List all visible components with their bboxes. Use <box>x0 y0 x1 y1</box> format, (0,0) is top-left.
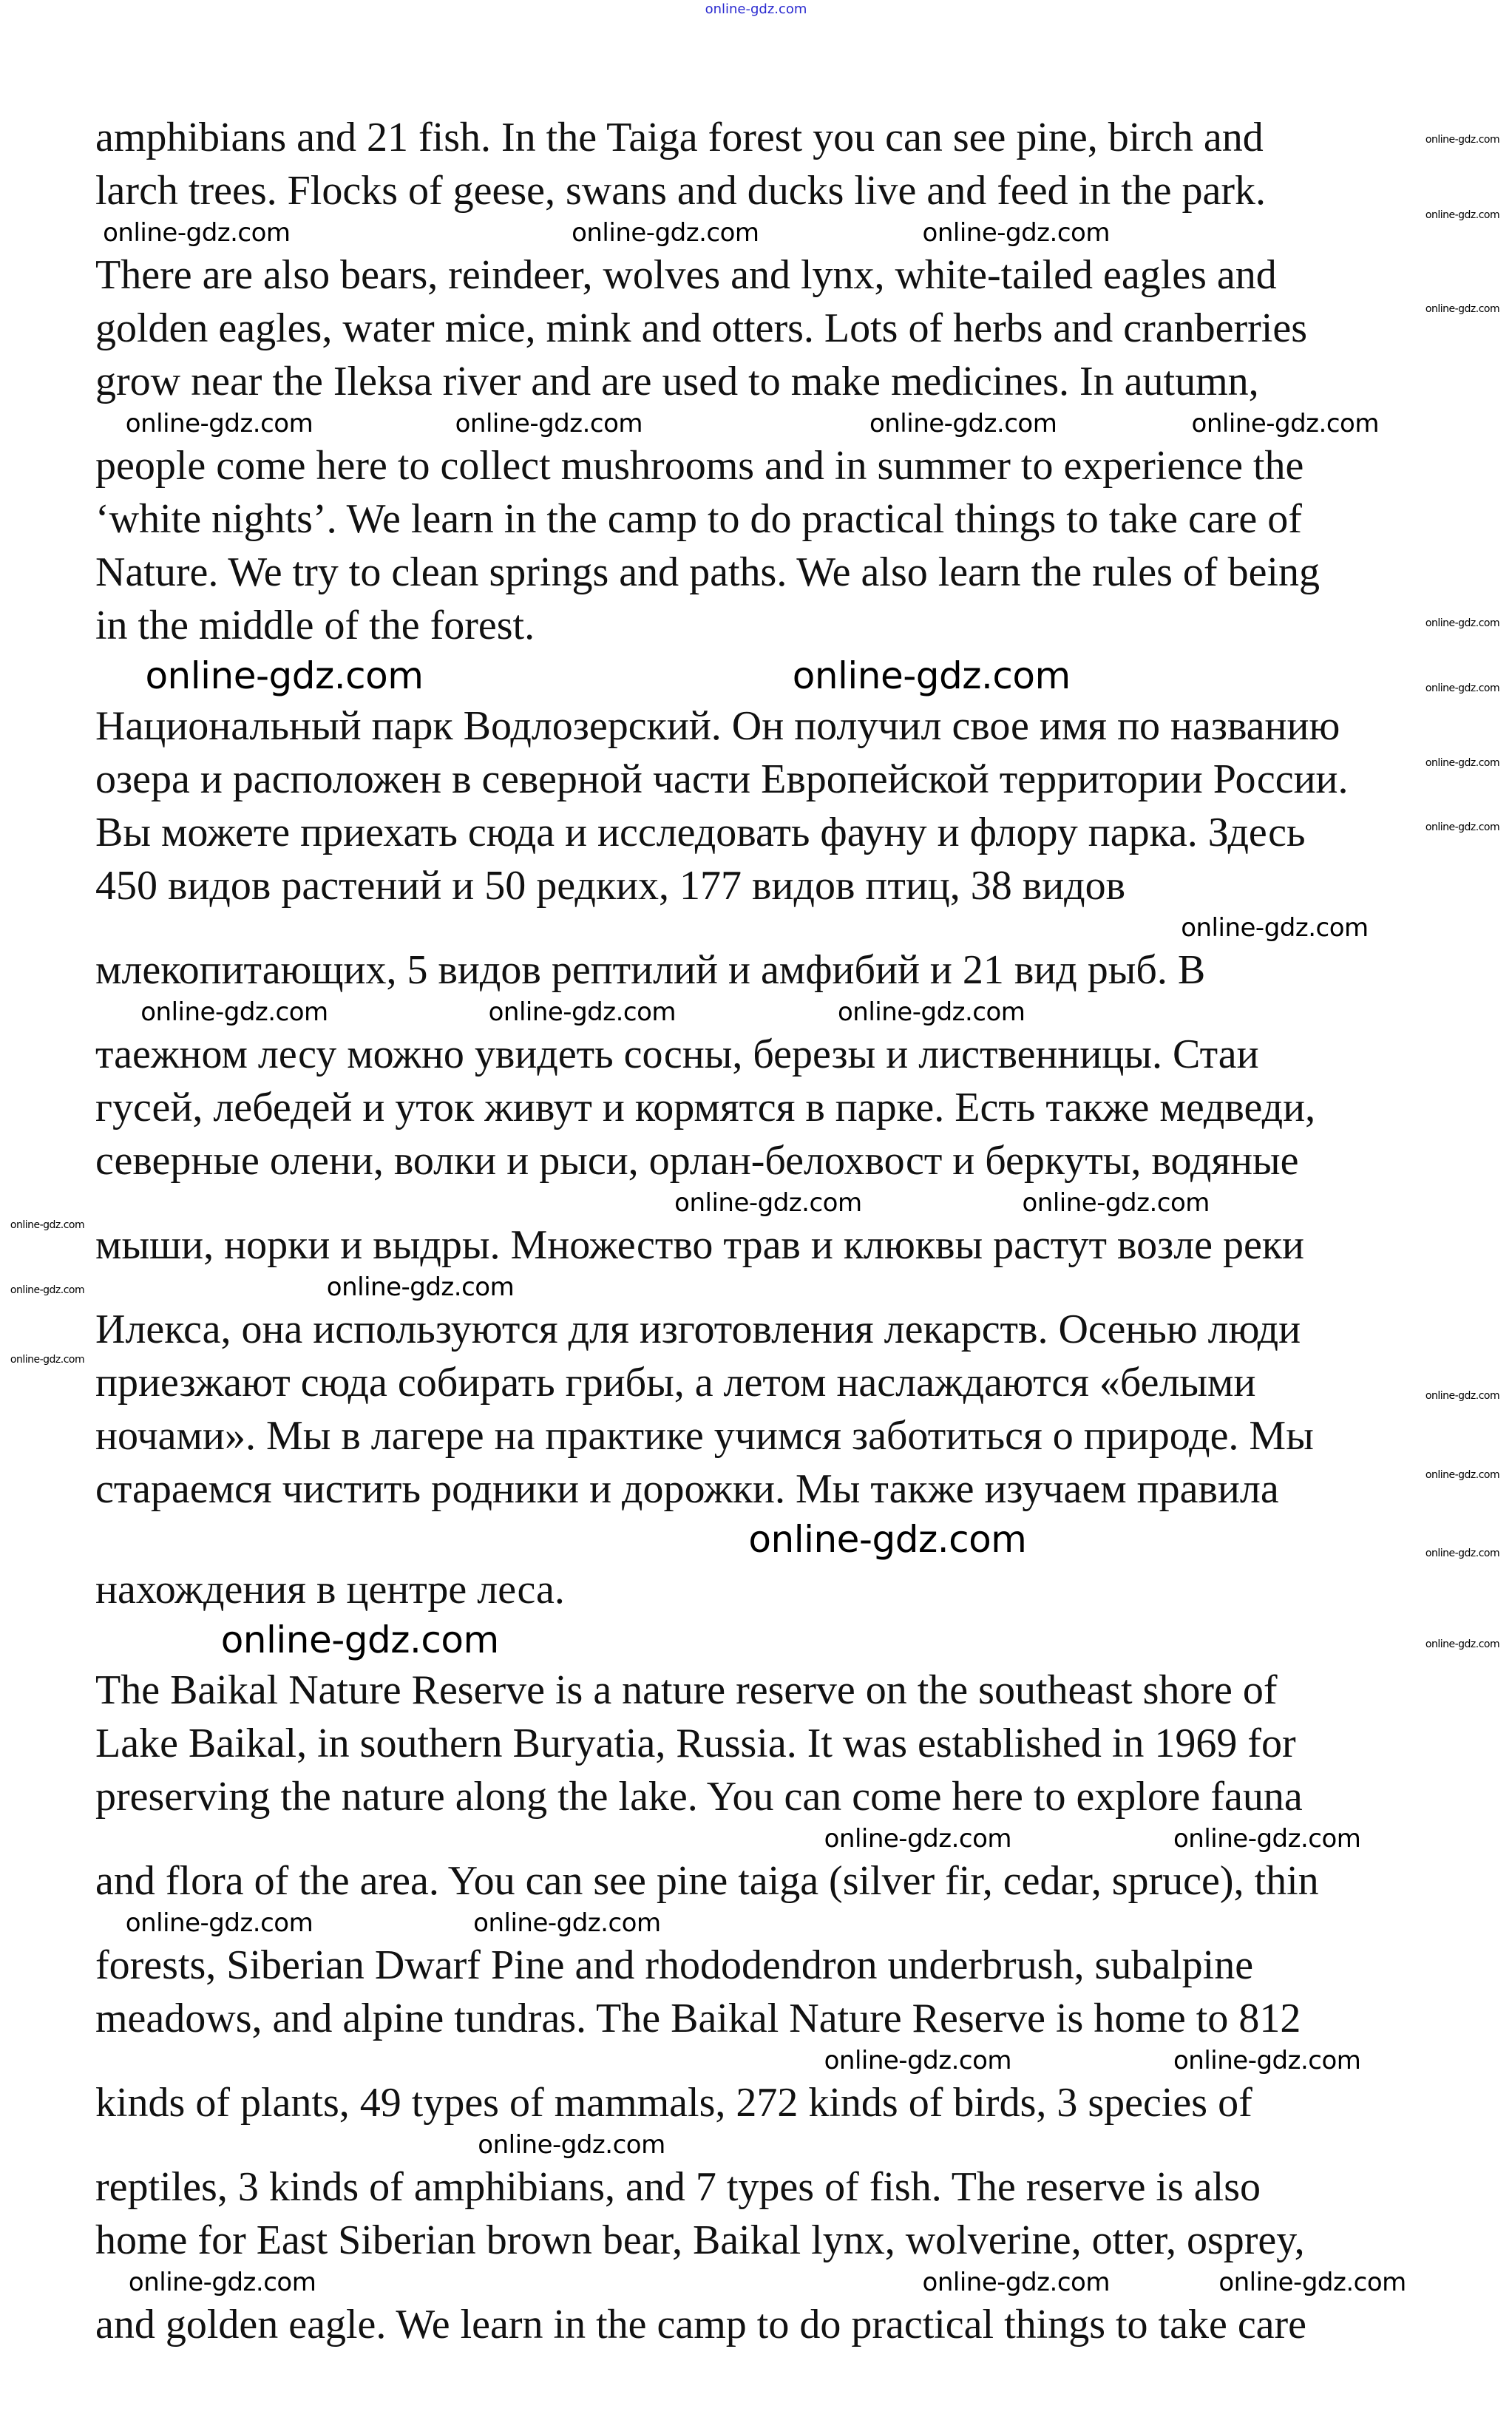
paragraph-vodlozersky-russian-line <box>0 1563 1512 1616</box>
watermark: online-gdz.com <box>1425 133 1500 146</box>
paragraph-vodlozersky-russian-line <box>0 753 1512 806</box>
watermark: online-gdz.com <box>1425 303 1500 315</box>
watermark: online-gdz.com <box>674 1188 862 1218</box>
watermark-band <box>0 2045 1512 2076</box>
watermark: online-gdz.com <box>869 409 1057 438</box>
text-line: kinds of plants, 49 types of mammals, 272 kinds of birds, 3 species of <box>95 2080 1252 2126</box>
watermark-band <box>0 408 1512 439</box>
text-line: golden eagles, water mice, mink and otters. Lots of herbs and cranberries <box>95 305 1307 351</box>
watermark: online-gdz.com <box>922 2268 1110 2297</box>
paragraph-taiga-english-line <box>0 599 1512 652</box>
watermark-band <box>0 997 1512 1028</box>
watermark: online-gdz.com <box>10 1219 85 1232</box>
text-line: preserving the nature along the lake. You can come here to explore fauna <box>95 1774 1303 1820</box>
text-line: and golden eagle. We learn in the camp to do practical things to take care <box>95 2302 1307 2347</box>
watermark: online-gdz.com <box>455 409 643 438</box>
text-line: larch trees. Flocks of geese, swans and ducks live and feed in the park. <box>95 168 1267 214</box>
text-line: северные олени, волки и рыси, орлан-белохвост и беркуты, водяные <box>95 1138 1299 1184</box>
text-line: Национальный парк Водлозерский. Он получил свое имя по названию <box>95 703 1340 749</box>
watermark: online-gdz.com <box>478 2130 665 2160</box>
watermark: online-gdz.com <box>1218 2268 1406 2297</box>
watermark: online-gdz.com <box>473 1908 661 1938</box>
paragraph-taiga-english-line <box>0 355 1512 408</box>
watermark-band <box>0 912 1512 943</box>
watermark: online-gdz.com <box>1181 913 1369 943</box>
paragraph-vodlozersky-russian-line <box>0 1081 1512 1134</box>
watermark: online-gdz.com <box>824 2046 1012 2075</box>
watermark: online-gdz.com <box>125 1908 313 1938</box>
paragraph-baikal-english-line <box>0 1854 1512 1908</box>
text-line: The Baikal Nature Reserve is a nature reserve on the southeast shore of <box>95 1667 1278 1713</box>
text-line: Nature. We try to clean springs and paths. We also learn the rules of being <box>95 549 1320 595</box>
text-line: and flora of the area. You can see pine taiga (silver fir, cedar, spruce), thin <box>95 1858 1319 1904</box>
watermark: online-gdz.com <box>1425 821 1500 834</box>
text-line: amphibians and 21 fish. In the Taiga forest you can see pine, birch and <box>95 115 1264 160</box>
paragraph-vodlozersky-russian-line <box>0 1134 1512 1187</box>
watermark-band <box>0 1908 1512 1939</box>
watermark: online-gdz.com <box>103 218 291 248</box>
paragraph-baikal-english-line <box>0 1717 1512 1770</box>
paragraph-taiga-english-line <box>0 302 1512 355</box>
text-line: мыши, норки и выдры. Множество трав и клюквы растут возле реки <box>95 1222 1305 1268</box>
watermark-band <box>0 652 1512 699</box>
watermark-band <box>0 1616 1512 1664</box>
paragraph-baikal-english-line <box>0 2076 1512 2129</box>
paragraph-baikal-english-line <box>0 2298 1512 2351</box>
watermark-band <box>0 2267 1512 2298</box>
paragraph-vodlozersky-russian-line <box>0 806 1512 859</box>
watermark: online-gdz.com <box>1425 617 1500 630</box>
text-line: нахождения в центре леса. <box>95 1567 565 1613</box>
watermark: online-gdz.com <box>1425 209 1500 222</box>
watermark: online-gdz.com <box>792 654 1071 697</box>
text-line: стараемся чистить родники и дорожки. Мы также изучаем правила <box>95 1466 1279 1512</box>
watermark: online-gdz.com <box>145 654 424 697</box>
text-line: ночами». Мы в лагере на практике учимся заботиться о природе. Мы <box>95 1413 1314 1459</box>
watermark: online-gdz.com <box>1425 1548 1500 1560</box>
watermark: online-gdz.com <box>748 1518 1027 1561</box>
text-line: озера и расположен в северной части Европейской территории России. <box>95 756 1349 802</box>
paragraph-taiga-english-line <box>0 546 1512 599</box>
watermark-band <box>0 1272 1512 1303</box>
paragraph-baikal-english-line <box>0 1664 1512 1717</box>
paragraph-vodlozersky-russian-line <box>0 1356 1512 1409</box>
paragraph-taiga-english-line <box>0 492 1512 546</box>
watermark-band <box>0 2129 1512 2160</box>
watermark: online-gdz.com <box>1173 1824 1361 1854</box>
paragraph-baikal-english-line <box>0 2214 1512 2267</box>
watermark: online-gdz.com <box>125 409 313 438</box>
text-line: млекопитающих, 5 видов рептилий и амфибий и 21 вид рыб. В <box>95 947 1206 993</box>
watermark-band <box>0 217 1512 248</box>
watermark-band <box>0 1187 1512 1218</box>
paragraph-taiga-english-line <box>0 439 1512 492</box>
watermark: online-gdz.com <box>488 997 677 1027</box>
watermark: online-gdz.com <box>572 218 759 248</box>
paragraph-baikal-english-line <box>0 2160 1512 2214</box>
paragraph-baikal-english-line <box>0 1939 1512 1992</box>
text-line: гусей, лебедей и уток живут и кормятся в парке. Есть также медведи, <box>95 1085 1316 1130</box>
text-line: Вы можете приехать сюда и исследовать фауну и флору парка. Здесь <box>95 810 1306 855</box>
text-line: in the middle of the forest. <box>95 603 535 648</box>
text-line: ‘white nights’. We learn in the camp to do practical things to take care of <box>95 496 1302 542</box>
watermark: online-gdz.com <box>922 218 1110 248</box>
paragraph-baikal-english-line <box>0 1770 1512 1823</box>
watermark: online-gdz.com <box>1173 2046 1361 2075</box>
watermark: online-gdz.com <box>1022 1188 1210 1218</box>
paragraph-taiga-english-line <box>0 164 1512 217</box>
watermark: online-gdz.com <box>220 1618 499 1661</box>
text-line: reptiles, 3 kinds of amphibians, and 7 types of fish. The reserve is also <box>95 2164 1261 2210</box>
watermark: online-gdz.com <box>10 1284 85 1297</box>
text-line: forests, Siberian Dwarf Pine and rhododendron underbrush, subalpine <box>95 1942 1254 1988</box>
text-line: Илекса, она используются для изготовления лекарств. Осенью люди <box>95 1306 1301 1352</box>
watermark: online-gdz.com <box>1425 1468 1500 1481</box>
text-line: There are also bears, reindeer, wolves and lynx, white-tailed eagles and <box>95 252 1277 298</box>
text-line: таежном лесу можно увидеть сосны, березы и лиственницы. Стаи <box>95 1031 1259 1077</box>
watermark: online-gdz.com <box>326 1272 515 1302</box>
text-line: Lake Baikal, in southern Buryatia, Russia. It was established in 1969 for <box>95 1721 1296 1766</box>
paragraph-baikal-english-line <box>0 1992 1512 2045</box>
paragraph-vodlozersky-russian-line <box>0 1462 1512 1516</box>
paragraph-vodlozersky-russian-line <box>0 1303 1512 1356</box>
watermark: online-gdz.com <box>838 997 1025 1027</box>
document-body <box>0 111 1512 2351</box>
watermark: online-gdz.com <box>1425 1390 1500 1403</box>
watermark: online-gdz.com <box>140 997 328 1027</box>
watermark-band <box>0 1823 1512 1854</box>
watermark: online-gdz.com <box>1425 682 1500 695</box>
paragraph-taiga-english-line <box>0 111 1512 164</box>
watermark: online-gdz.com <box>824 1824 1012 1854</box>
text-line: приезжают сюда собирать грибы, а летом наслаждаются «белыми <box>95 1360 1256 1406</box>
text-line: people come here to collect mushrooms and in summer to experience the <box>95 443 1304 489</box>
text-line: grow near the Ileksa river and are used to make medicines. In autumn, <box>95 359 1259 404</box>
text-line: home for East Siberian brown bear, Baikal lynx, wolverine, otter, osprey, <box>95 2217 1305 2263</box>
paragraph-taiga-english-line <box>0 248 1512 302</box>
watermark: online-gdz.com <box>1425 1638 1500 1650</box>
paragraph-vodlozersky-russian-line <box>0 1409 1512 1462</box>
paragraph-vodlozersky-russian-line <box>0 1218 1512 1272</box>
paragraph-vodlozersky-russian-line <box>0 1028 1512 1081</box>
header-watermark: online-gdz.com <box>705 1 807 17</box>
watermark: online-gdz.com <box>128 2268 316 2297</box>
paragraph-vodlozersky-russian-line <box>0 943 1512 997</box>
watermark: online-gdz.com <box>10 1354 85 1366</box>
paragraph-vodlozersky-russian-line <box>0 699 1512 753</box>
text-line: 450 видов растений и 50 редких, 177 видов птиц, 38 видов <box>95 863 1126 909</box>
text-line: meadows, and alpine tundras. The Baikal Nature Reserve is home to 812 <box>95 1996 1301 2041</box>
watermark: online-gdz.com <box>1191 409 1379 438</box>
paragraph-vodlozersky-russian-line <box>0 859 1512 912</box>
watermark: online-gdz.com <box>1425 756 1500 769</box>
watermark-band <box>0 1516 1512 1563</box>
